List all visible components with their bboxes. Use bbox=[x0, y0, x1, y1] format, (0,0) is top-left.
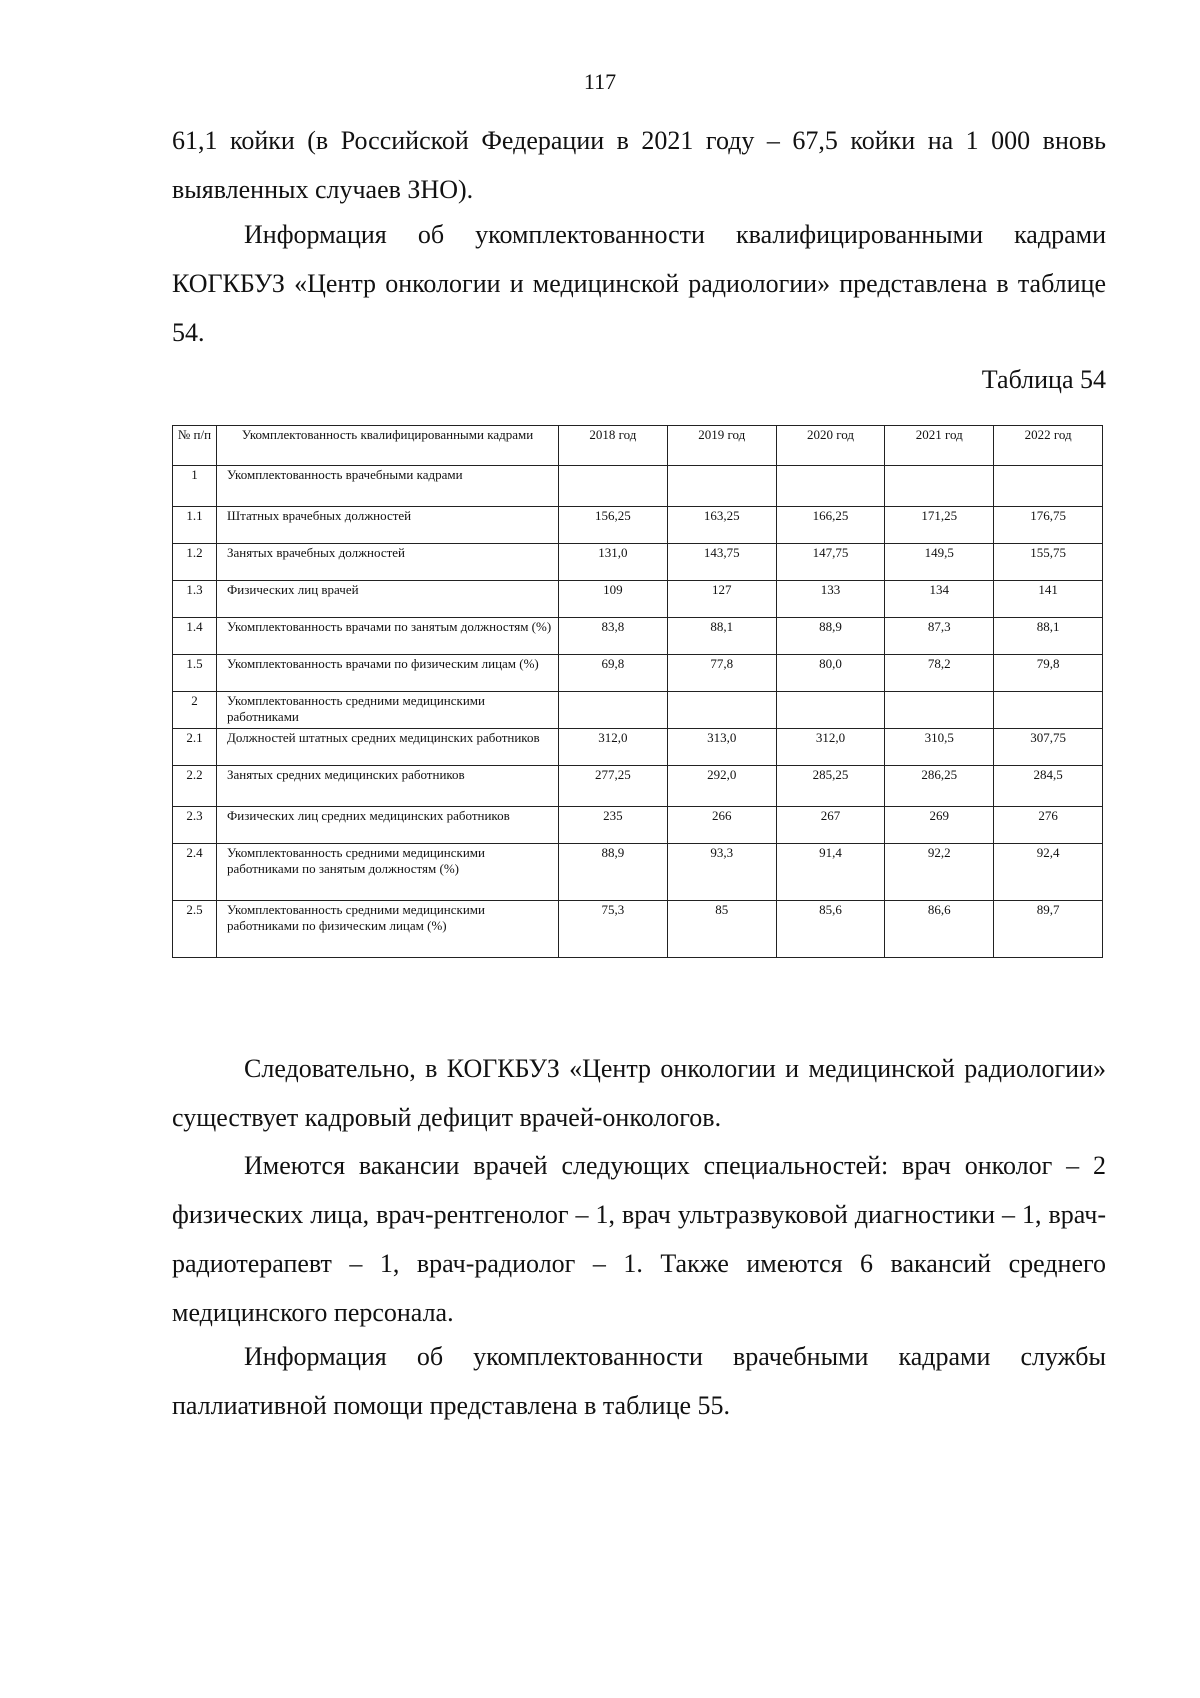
row-label: Укомплектованность средними медицинскими работниками bbox=[217, 692, 559, 729]
row-num: 1.3 bbox=[173, 581, 217, 618]
cell-2022: 276 bbox=[994, 807, 1103, 844]
cell-2022: 176,75 bbox=[994, 507, 1103, 544]
table-row bbox=[173, 507, 1103, 544]
row-label: Укомплектованность врачами по занятым должностям (%) bbox=[217, 618, 559, 655]
table-row bbox=[173, 766, 1103, 807]
cell-2020: 285,25 bbox=[776, 766, 885, 807]
cell-2020 bbox=[776, 692, 885, 729]
cell-2021: 310,5 bbox=[885, 729, 994, 766]
cell-2019: 143,75 bbox=[667, 544, 776, 581]
cell-2022: 92,4 bbox=[994, 844, 1103, 901]
row-num: 1.2 bbox=[173, 544, 217, 581]
row-num: 1.5 bbox=[173, 655, 217, 692]
cell-2019 bbox=[667, 692, 776, 729]
row-num: 1 bbox=[173, 466, 217, 507]
paragraph-bed-count: 61,1 койки (в Российской Федерации в 2021 году – 67,5 койки на 1 000 вновь выявленных случаев ЗНО). bbox=[172, 126, 1106, 204]
row-label: Укомплектованность средними медицинскими работниками по физическим лицам (%) bbox=[217, 901, 559, 958]
cell-2022: 79,8 bbox=[994, 655, 1103, 692]
cell-2018: 156,25 bbox=[559, 507, 668, 544]
row-label: Укомплектованность врачебными кадрами bbox=[217, 466, 559, 507]
cell-2021: 149,5 bbox=[885, 544, 994, 581]
cell-2022: 88,1 bbox=[994, 618, 1103, 655]
header-year-2019: 2019 год bbox=[667, 426, 776, 466]
cell-2020 bbox=[776, 466, 885, 507]
cell-2019: 85 bbox=[667, 901, 776, 958]
cell-2019 bbox=[667, 466, 776, 507]
cell-2021 bbox=[885, 466, 994, 507]
header-indicator: Укомплектованность квалифицированными кадрами bbox=[217, 426, 559, 466]
cell-2021 bbox=[885, 692, 994, 729]
cell-2021: 87,3 bbox=[885, 618, 994, 655]
cell-2022: 155,75 bbox=[994, 544, 1103, 581]
cell-2019: 313,0 bbox=[667, 729, 776, 766]
cell-2020: 88,9 bbox=[776, 618, 885, 655]
cell-2018: 83,8 bbox=[559, 618, 668, 655]
row-num: 2.3 bbox=[173, 807, 217, 844]
cell-2019: 127 bbox=[667, 581, 776, 618]
cell-2018: 277,25 bbox=[559, 766, 668, 807]
cell-2018: 75,3 bbox=[559, 901, 668, 958]
cell-2019: 93,3 bbox=[667, 844, 776, 901]
cell-2020: 166,25 bbox=[776, 507, 885, 544]
table-row bbox=[173, 618, 1103, 655]
cell-2018: 131,0 bbox=[559, 544, 668, 581]
paragraph-table-intro: Информация об укомплектованности квалифицированными кадрами КОГКБУЗ «Центр онкологии и медицинской радиологии» представлена в таблице 54. bbox=[172, 220, 1106, 347]
paragraph-conclusion: Следовательно, в КОГКБУЗ «Центр онкологии и медицинской радиологии» существует кадровый дефицит врачей-онкологов. bbox=[172, 1054, 1106, 1132]
table-row bbox=[173, 729, 1103, 766]
header-year-2021: 2021 год bbox=[885, 426, 994, 466]
table-row bbox=[173, 844, 1103, 901]
cell-2018: 312,0 bbox=[559, 729, 668, 766]
staffing-table bbox=[172, 425, 1103, 958]
header-year-2018: 2018 год bbox=[559, 426, 668, 466]
header-year-2022: 2022 год bbox=[994, 426, 1103, 466]
cell-2022 bbox=[994, 466, 1103, 507]
cell-2019: 88,1 bbox=[667, 618, 776, 655]
cell-2020: 85,6 bbox=[776, 901, 885, 958]
cell-2021: 86,6 bbox=[885, 901, 994, 958]
cell-2022: 141 bbox=[994, 581, 1103, 618]
row-label: Физических лиц средних медицинских работников bbox=[217, 807, 559, 844]
table-row bbox=[173, 466, 1103, 507]
cell-2020: 267 bbox=[776, 807, 885, 844]
cell-2022 bbox=[994, 692, 1103, 729]
table-row bbox=[173, 655, 1103, 692]
cell-2021: 171,25 bbox=[885, 507, 994, 544]
cell-2021: 269 bbox=[885, 807, 994, 844]
cell-2019: 77,8 bbox=[667, 655, 776, 692]
cell-2018 bbox=[559, 466, 668, 507]
row-label: Физических лиц врачей bbox=[217, 581, 559, 618]
cell-2018: 109 bbox=[559, 581, 668, 618]
cell-2022: 307,75 bbox=[994, 729, 1103, 766]
cell-2021: 92,2 bbox=[885, 844, 994, 901]
row-label: Занятых средних медицинских работников bbox=[217, 766, 559, 807]
cell-2021: 134 bbox=[885, 581, 994, 618]
table-row bbox=[173, 544, 1103, 581]
row-label: Штатных врачебных должностей bbox=[217, 507, 559, 544]
page-number: 117 bbox=[583, 69, 617, 94]
cell-2018: 235 bbox=[559, 807, 668, 844]
cell-2018 bbox=[559, 692, 668, 729]
table-row bbox=[173, 581, 1103, 618]
row-num: 2.1 bbox=[173, 729, 217, 766]
cell-2019: 163,25 bbox=[667, 507, 776, 544]
cell-2018: 69,8 bbox=[559, 655, 668, 692]
cell-2020: 91,4 bbox=[776, 844, 885, 901]
cell-2018: 88,9 bbox=[559, 844, 668, 901]
row-label: Укомплектованность врачами по физическим лицам (%) bbox=[217, 655, 559, 692]
cell-2020: 133 bbox=[776, 581, 885, 618]
cell-2020: 147,75 bbox=[776, 544, 885, 581]
table-header-row bbox=[173, 426, 1103, 466]
row-num: 2.4 bbox=[173, 844, 217, 901]
header-year-2020: 2020 год bbox=[776, 426, 885, 466]
cell-2022: 284,5 bbox=[994, 766, 1103, 807]
header-num: № п/п bbox=[173, 426, 217, 466]
paragraph-vacancies: Имеются вакансии врачей следующих специальностей: врач онколог – 2 физических лица, врач-рентгенолог – 1, врач ультразвуковой диагностики – 1, врач-радиотерапевт – 1, врач-радиолог – 1. Также имеются 6 вакансий среднего медицинского персонала. bbox=[172, 1151, 1106, 1327]
cell-2020: 312,0 bbox=[776, 729, 885, 766]
row-num: 1.4 bbox=[173, 618, 217, 655]
row-num: 2.2 bbox=[173, 766, 217, 807]
cell-2021: 286,25 bbox=[885, 766, 994, 807]
cell-2021: 78,2 bbox=[885, 655, 994, 692]
row-num: 2.5 bbox=[173, 901, 217, 958]
paragraph-next-table: Информация об укомплектованности врачебными кадрами службы паллиативной помощи представлена в таблице 55. bbox=[172, 1342, 1106, 1420]
table-row bbox=[173, 807, 1103, 844]
row-num: 1.1 bbox=[173, 507, 217, 544]
row-num: 2 bbox=[173, 692, 217, 729]
cell-2019: 266 bbox=[667, 807, 776, 844]
cell-2022: 89,7 bbox=[994, 901, 1103, 958]
cell-2019: 292,0 bbox=[667, 766, 776, 807]
row-label: Укомплектованность средними медицинскими работниками по занятым должностям (%) bbox=[217, 844, 559, 901]
table-row bbox=[173, 692, 1103, 729]
row-label: Занятых врачебных должностей bbox=[217, 544, 559, 581]
cell-2020: 80,0 bbox=[776, 655, 885, 692]
row-label: Должностей штатных средних медицинских работников bbox=[217, 729, 559, 766]
table-caption: Таблица 54 bbox=[981, 365, 1106, 394]
table-row bbox=[173, 901, 1103, 958]
